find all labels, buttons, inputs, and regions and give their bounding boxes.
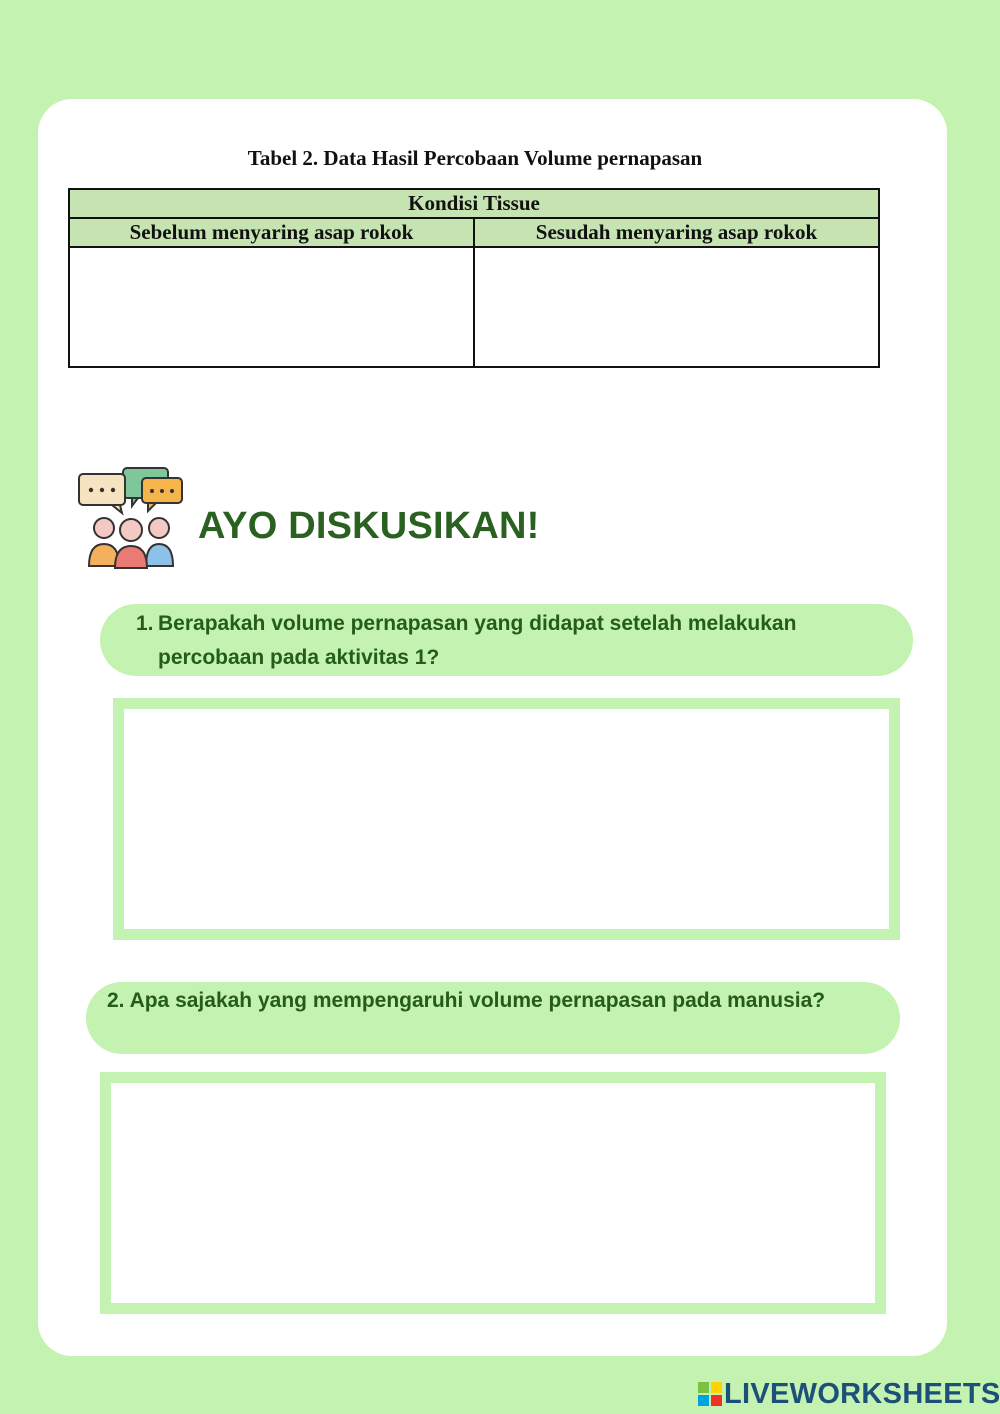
question-1 (100, 604, 913, 676)
column-header-before: Sebelum menyaring asap rokok (69, 218, 474, 247)
section-heading: AYO DISKUSIKAN! (198, 505, 540, 547)
cell-after-answer[interactable] (474, 247, 879, 367)
question-2-text: 2. Apa sajakah yang mempengaruhi volume pernapasan pada manusia? (107, 989, 826, 1012)
cell-before-answer[interactable] (69, 247, 474, 367)
brand-name: LIVEWORKSHEETS (724, 1377, 1000, 1410)
column-header-after: Sesudah menyaring asap rokok (474, 218, 879, 247)
data-table (68, 188, 880, 368)
discussion-icon (76, 466, 186, 570)
liveworksheets-brand[interactable] (698, 1378, 1000, 1410)
table-group-header: Kondisi Tissue (69, 189, 879, 218)
answer-2-box[interactable] (100, 1072, 886, 1314)
answer-1-box[interactable] (113, 698, 900, 940)
liveworksheets-logo (698, 1382, 722, 1406)
question-2 (86, 982, 900, 1054)
table-title: Tabel 2. Data Hasil Percobaan Volume pernapasan (247, 146, 703, 170)
question-1-number: 1. (136, 612, 154, 635)
question-1-text: Berapakah volume pernapasan yang didapat setelah melakukan percobaan pada aktivitas 1? (158, 612, 797, 669)
table-row (69, 247, 879, 367)
